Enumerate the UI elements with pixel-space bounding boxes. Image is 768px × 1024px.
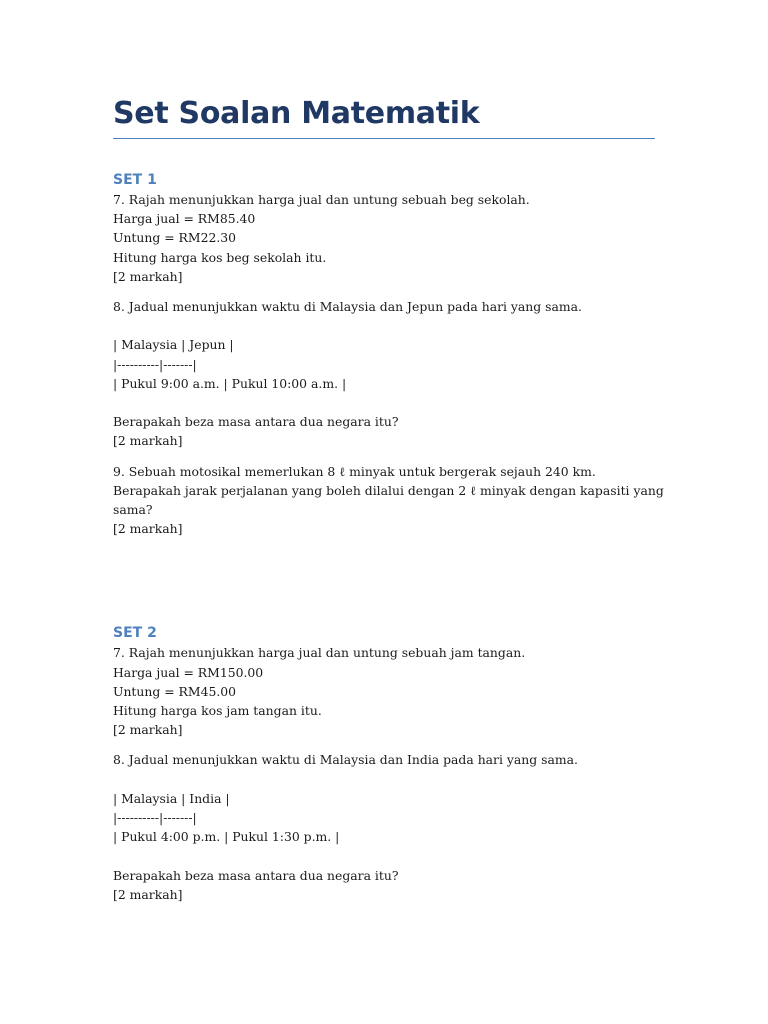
set-1-question-9 [113,462,664,539]
set-1-question-8 [113,297,655,451]
question-line: Untung = RM22.30 [113,230,237,246]
table-text-row: | Malaysia | India | [113,790,230,806]
marks-label: [2 markah] [113,722,183,738]
table-text-row: |----------|-------| [113,356,197,372]
question-line: sama? [113,502,153,518]
page-title: Set Soalan Matematik [113,92,655,139]
table-text-row: |----------|-------| [113,810,197,826]
question-line: Berapakah beza masa antara dua negara itu? [113,867,399,883]
question-line: Untung = RM45.00 [113,683,237,699]
set-1-heading: SET 1 [113,172,157,188]
set-1-question-7 [113,190,655,286]
question-line: Harga jual = RM150.00 [113,664,264,680]
question-line: 7. Rajah menunjukkan harga jual dan untung sebuah beg sekolah. [113,192,530,207]
question-line: 8. Jadual menunjukkan waktu di Malaysia dan Jepun pada hari yang sama. [113,299,582,315]
question-line: Hitung harga kos beg sekolah itu. [113,249,327,265]
question-line: Hitung harga kos jam tangan itu. [113,703,322,719]
table-text-row: | Pukul 4:00 p.m. | Pukul 1:30 p.m. | [113,829,340,845]
set-2-question-7 [113,643,655,739]
question-line: Berapakah jarak perjalanan yang boleh dilalui dengan 2 ℓ minyak dengan kapasiti yang [113,482,664,498]
question-line: Harga jual = RM85.40 [113,211,256,227]
set-2-question-8 [113,750,655,904]
question-line: 8. Jadual menunjukkan waktu di Malaysia dan India pada hari yang sama. [113,752,578,768]
marks-label: [2 markah] [113,268,183,284]
table-text-row: | Malaysia | Jepun | [113,337,234,353]
marks-label: [2 markah] [113,433,183,449]
question-line: Berapakah beza masa antara dua negara itu? [113,414,399,430]
question-line: 7. Rajah menunjukkan harga jual dan untung sebuah jam tangan. [113,645,526,661]
marks-label: [2 markah] [113,886,183,902]
table-text-row: | Pukul 9:00 a.m. | Pukul 10:00 a.m. | [113,375,347,391]
question-line: 9. Sebuah motosikal memerlukan 8 ℓ minyak untuk bergerak sejauh 240 km. [113,463,596,479]
document-content [113,92,664,904]
set-2-heading: SET 2 [113,625,157,642]
marks-label: [2 markah] [113,521,183,537]
